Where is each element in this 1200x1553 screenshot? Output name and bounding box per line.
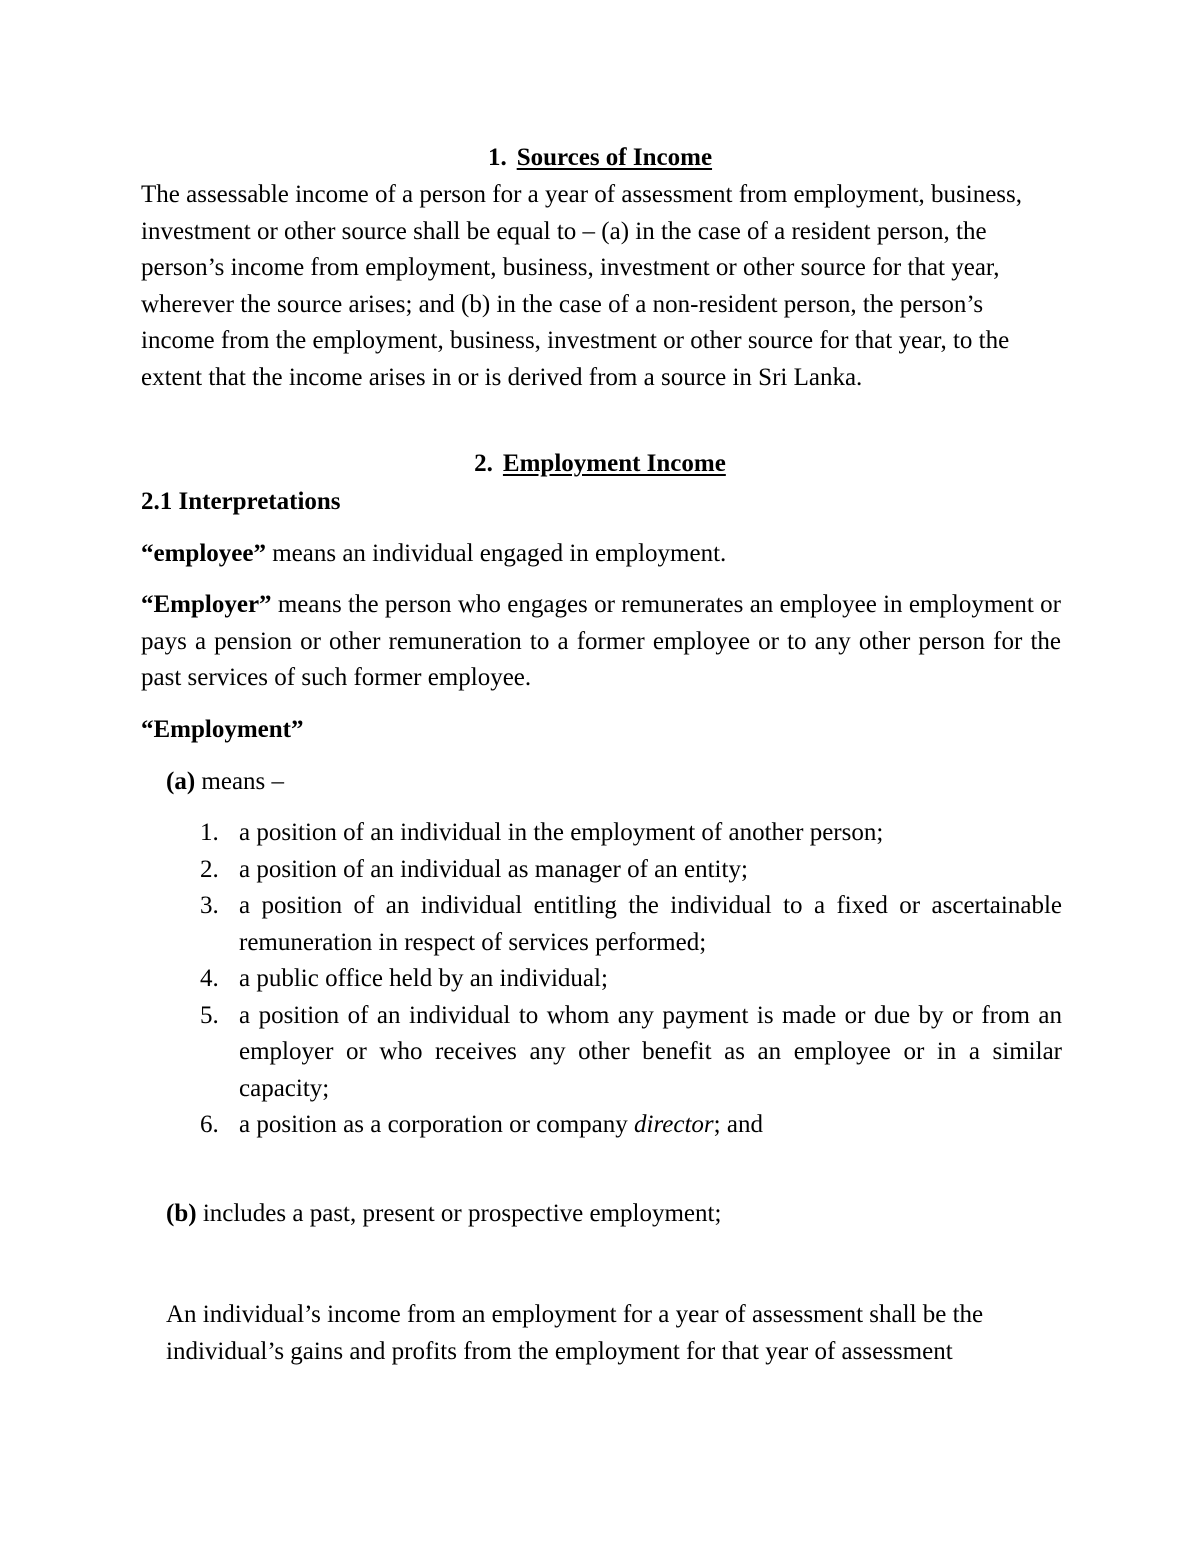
list-item-number: 2. [200,855,219,883]
employee-term: “employee” [141,540,266,567]
employer-definition: means the person who engages or remunerates an employee in employment or pays a pension or other remuneration to a former employee or to any other person for the past services of such former employee. [141,591,1061,691]
list-item-italic: director [634,1111,714,1138]
list-item-text: a position of an individual as manager of an entity; [239,855,748,883]
section-2-title: Employment Income [502,450,726,477]
employment-list [200,815,1062,1144]
definition-employer [141,587,1061,697]
list-item [200,852,1062,889]
section-1-body: The assessable income of a person for a year of assessment from employment, business, investment or other source shall be equal to – (a) in the case of a resident person, the person’s income from employment, business, investment or other source for that year, wherever the source arises; and (b) in the case of a non-resident person, the person’s income from the employment, business, investment or other source for that year, to the extent that the income arises in or is derived from a source in Sri Lanka. [141,181,1023,391]
clause-b [166,1196,721,1233]
list-item [200,888,1062,961]
employer-term: “Employer” [141,591,272,618]
clause-a-label: (a) [166,768,196,795]
section-2-heading [0,446,1200,482]
list-item-number: 3. [200,892,219,919]
clause-b-text: includes a past, present or prospective employment; [196,1200,722,1227]
list-item-number: 1. [200,819,219,846]
list-item-text: a position of an individual to whom any payment is made or due by or from an employer or who receives any other benefit as an employee or in a similar capacity; [239,1001,1062,1102]
clause-b-label: (b) [166,1200,197,1227]
list-item [200,815,1062,852]
employee-definition: means an individual engaged in employment. [265,540,727,567]
definition-employee [141,536,1061,573]
list-item-text-before: a position as a corporation or company [239,1111,635,1138]
list-item-text-after: ; and [713,1111,763,1138]
list-item [200,998,1062,1108]
list-item-number: 6. [200,1111,219,1138]
section-1-heading [0,140,1200,176]
section-1-title: Sources of Income [516,144,713,171]
employment-term: “Employment” [141,716,304,743]
list-item-number: 4. [200,965,219,992]
list-item [200,961,1062,998]
interpretations-subheading: 2.1 Interpretations [141,488,341,515]
clause-a [166,764,284,801]
clause-a-text: means – [195,768,285,795]
list-item-text: a position of an individual in the employment of another person; [239,819,884,846]
section-2-number: 2. [474,450,493,477]
list-item-text: a position of an individual entitling the individual to a fixed or ascertainable remuneration in respect of services performed; [239,892,1062,956]
section-1-number: 1. [487,144,507,171]
closing-paragraph: An individual’s income from an employment for a year of assessment shall be the individual’s gains and profits from the employment for that year of assessment [166,1301,984,1365]
list-item-text: a public office held by an individual; [239,965,608,992]
list-item [200,1107,1062,1144]
list-item-number: 5. [200,1001,219,1029]
